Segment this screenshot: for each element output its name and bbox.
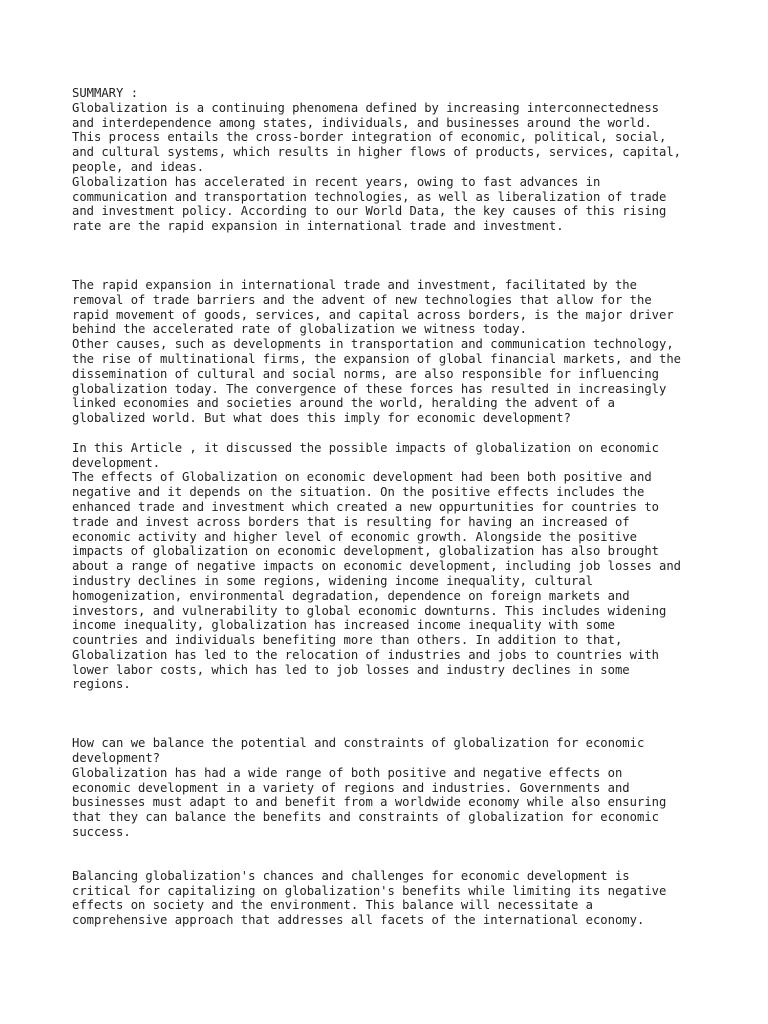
text-line: development? bbox=[72, 751, 161, 766]
text-line: people, and ideas. bbox=[72, 159, 205, 174]
paragraph-causes bbox=[72, 278, 712, 426]
paragraph-balance-question bbox=[72, 736, 712, 840]
text-line: enhanced trade and investment which created a new oppurtunities for countries to bbox=[72, 499, 659, 514]
text-line: and interdependence among states, individuals, and businesses around the world. bbox=[72, 115, 652, 130]
text-line: lower labor costs, which has led to job losses and industry declines in some bbox=[72, 662, 630, 677]
text-line: The rapid expansion in international trade and investment, facilitated by the bbox=[72, 277, 637, 292]
text-line: Balancing globalization's chances and challenges for economic development is bbox=[72, 868, 630, 883]
spacer bbox=[72, 840, 712, 869]
text-line: about a range of negative impacts on economic development, including job losses and bbox=[72, 559, 682, 574]
text-line: success. bbox=[72, 825, 131, 840]
spacer bbox=[72, 234, 712, 278]
text-line: Globalization has accelerated in recent years, owing to fast advances in bbox=[72, 174, 601, 189]
spacer bbox=[72, 426, 712, 441]
text-line: dissemination of cultural and social norms, are also responsible for influencing bbox=[72, 366, 659, 381]
text-line: Globalization has had a wide range of both positive and negative effects on bbox=[72, 765, 623, 780]
text-line: globalization today. The convergence of these forces has resulted in increasingly bbox=[72, 381, 667, 396]
text-line: regions. bbox=[72, 677, 131, 692]
text-line: the rise of multinational firms, the expansion of global financial markets, and the bbox=[72, 351, 682, 366]
text-line: industry declines in some regions, widening income inequality, cultural bbox=[72, 573, 593, 588]
text-line: impacts of globalization on economic development, globalization has also brought bbox=[72, 544, 659, 559]
text-line: rapid movement of goods, services, and capital across borders, is the major driver bbox=[72, 307, 674, 322]
paragraph-conclusion bbox=[72, 869, 712, 928]
text-line: behind the accelerated rate of globalization we witness today. bbox=[72, 322, 527, 337]
text-line: income inequality, globalization has increased income inequality with some bbox=[72, 618, 615, 633]
text-line: rate are the rapid expansion in international trade and investment. bbox=[72, 219, 564, 234]
text-line: countries and individuals benefiting more than others. In addition to that, bbox=[72, 633, 623, 648]
text-line: and cultural systems, which results in higher flows of products, services, capital, bbox=[72, 145, 682, 160]
paragraph-summary bbox=[72, 86, 712, 234]
text-line: linked economies and societies around the world, heralding the advent of a bbox=[72, 396, 615, 411]
text-line: In this Article , it discussed the possible impacts of globalization on economic bbox=[72, 440, 659, 455]
text-line: economic development in a variety of regions and industries. Governments and bbox=[72, 780, 630, 795]
text-line: This process entails the cross-border integration of economic, political, social, bbox=[72, 130, 667, 145]
text-line: How can we balance the potential and constraints of globalization for economic bbox=[72, 736, 645, 751]
text-line: comprehensive approach that addresses all facets of the international economy. bbox=[72, 913, 645, 928]
text-line: development. bbox=[72, 455, 161, 470]
text-line: effects on society and the environment. This balance will necessitate a bbox=[72, 898, 593, 913]
text-line: critical for capitalizing on globalization's benefits while limiting its negative bbox=[72, 883, 667, 898]
text-line: The effects of Globalization on economic development had been both positive and bbox=[72, 470, 652, 485]
text-line: negative and it depends on the situation. On the positive effects includes the bbox=[72, 485, 645, 500]
paragraph-impacts bbox=[72, 441, 712, 693]
text-line: removal of trade barriers and the advent of new technologies that allow for the bbox=[72, 292, 652, 307]
text-line: Other causes, such as developments in transportation and communication technology, bbox=[72, 337, 674, 352]
section-heading: SUMMARY : bbox=[72, 86, 139, 100]
text-line: globalized world. But what does this imply for economic development? bbox=[72, 411, 571, 426]
text-line: businesses must adapt to and benefit from a worldwide economy while also ensuring bbox=[72, 795, 667, 810]
text-line: trade and invest across borders that is resulting for having an increased of bbox=[72, 514, 630, 529]
text-line: economic activity and higher level of economic growth. Alongside the positive bbox=[72, 529, 637, 544]
text-line: that they can balance the benefits and constraints of globalization for economic bbox=[72, 810, 659, 825]
text-line: investors, and vulnerability to global economic downturns. This includes widening bbox=[72, 603, 667, 618]
text-line: communication and transportation technologies, as well as liberalization of trade bbox=[72, 189, 667, 204]
text-line: and investment policy. According to our World Data, the key causes of this rising bbox=[72, 204, 667, 219]
text-line: homogenization, environmental degradation, dependence on foreign markets and bbox=[72, 588, 630, 603]
text-line: Globalization is a continuing phenomena defined by increasing interconnectedness bbox=[72, 100, 659, 115]
text-line: Globalization has led to the relocation of industries and jobs to countries with bbox=[72, 647, 659, 662]
document-page bbox=[72, 86, 712, 928]
spacer bbox=[72, 692, 712, 736]
